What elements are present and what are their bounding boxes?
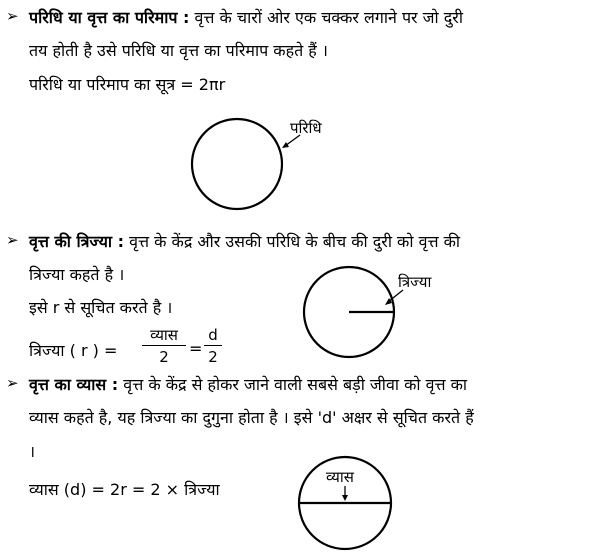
radius-fraction-1-denominator: 2 (159, 348, 169, 366)
radius-formula-equals: = (189, 339, 203, 358)
radius-formula-lhs: त्रिज्या ( r ) = (29, 341, 118, 360)
diameter-text-2: व्यास कहते है, यह त्रिज्या का दुगुना होता है । इसे 'd' अक्षर से सूचित करते हैं (29, 408, 474, 427)
radius-fraction-1-numerator: व्यास (150, 326, 178, 344)
circumference-text-1: वृत्त के चारों ओर एक चक्कर लगाने पर जो दुरी (189, 8, 463, 27)
bullet-arrow-icon: ➢ (6, 231, 19, 249)
radius-fraction-2-denominator: 2 (208, 348, 218, 366)
radius-figure-label: त्रिज्या (398, 273, 432, 291)
diameter-formula: व्यास (d) = 2r = 2 × त्रिज्या (29, 480, 220, 499)
diameter-text-3: । (29, 442, 36, 461)
radius-text-2: त्रिज्या कहते है । (29, 265, 125, 284)
circumference-figure-label: परिधि (290, 119, 322, 137)
diameter-text-1: वृत्त के केंद्र से होकर जाने वाली सबसे बड़ी जीवा को वृत्त का (118, 375, 468, 394)
circumference-heading: परिधि या वृत्त का परिमाप : (29, 8, 190, 27)
bullet-arrow-icon: ➢ (6, 374, 19, 392)
circumference-text-2: तय होती है उसे परिधि या वृत्त का परिमाप कहते हैं । (29, 41, 328, 60)
diameter-arrow-icon (342, 495, 348, 501)
radius-text-1: वृत्त के केंद्र और उसकी परिधि के बीच की दुरी को वृत्त की (124, 232, 461, 251)
diameter-heading: वृत्त का व्यास : (29, 375, 119, 394)
radius-text-3: इसे r से सूचित करते है । (29, 298, 173, 317)
bullet-arrow-icon: ➢ (6, 7, 19, 25)
radius-heading: वृत्त की त्रिज्या : (29, 232, 125, 251)
circumference-formula: परिधि या परिमाप का सूत्र = 2πr (29, 75, 226, 94)
diameter-figure-label: व्यास (326, 468, 354, 486)
radius-fraction-2-numerator: d (208, 326, 218, 344)
